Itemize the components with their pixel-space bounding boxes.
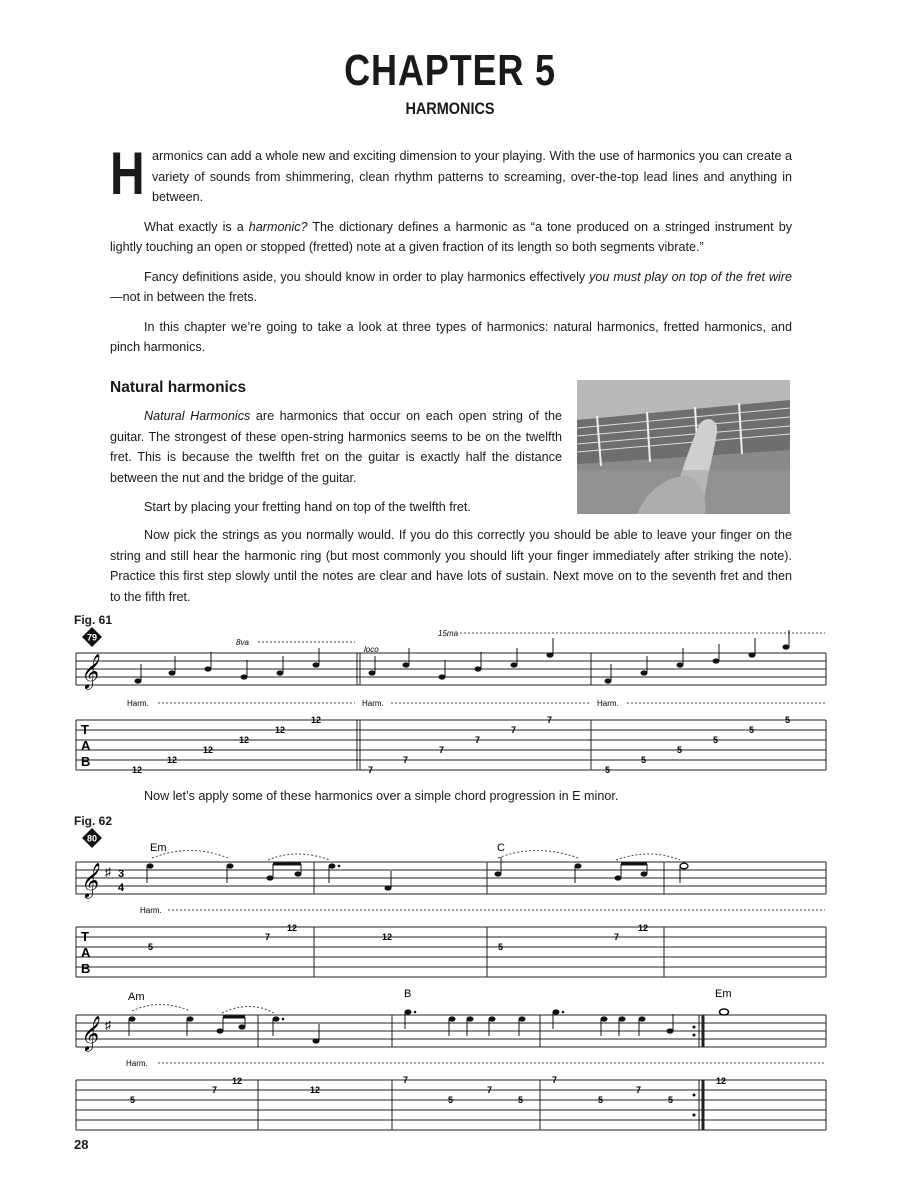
audio-track-icon xyxy=(82,828,102,848)
harm-mark: Harm. xyxy=(140,906,162,915)
tab-letter: T xyxy=(81,929,89,944)
svg-text:5: 5 xyxy=(785,715,791,725)
svg-text:12: 12 xyxy=(310,1085,321,1095)
page-number: 28 xyxy=(74,1137,89,1152)
drop-cap: H xyxy=(110,140,145,207)
svg-text:7: 7 xyxy=(439,745,445,755)
ottava-mark: 8va xyxy=(236,638,249,647)
svg-text:7: 7 xyxy=(636,1085,642,1095)
transition-sentence: Now let’s apply some of these harmonics over a simple chord progression in E minor. xyxy=(144,789,619,803)
svg-text:5: 5 xyxy=(668,1095,674,1105)
key-signature-sharp: ♯ xyxy=(105,865,111,879)
loco-mark: loco xyxy=(364,645,379,654)
time-signature: 3 xyxy=(118,868,125,880)
fig62-tab-line1 xyxy=(76,927,826,977)
harm-mark: Harm. xyxy=(362,699,384,708)
treble-clef: 𝄞 xyxy=(80,1017,98,1050)
svg-text:7: 7 xyxy=(552,1075,558,1085)
svg-text:7: 7 xyxy=(212,1085,218,1095)
tab-letter: B xyxy=(81,961,91,976)
chord-symbol: B xyxy=(404,988,412,1000)
chapter-subtitle: HARMONICS xyxy=(405,99,495,118)
svg-text:12: 12 xyxy=(382,932,393,942)
svg-text:7: 7 xyxy=(265,932,271,942)
chord-symbol: Em xyxy=(715,988,732,1000)
svg-text:5: 5 xyxy=(598,1095,604,1105)
svg-text:12: 12 xyxy=(132,765,143,775)
harm-mark: Harm. xyxy=(597,699,619,708)
svg-text:5: 5 xyxy=(641,755,647,765)
chapter-title: CHAPTER 5 xyxy=(344,46,556,95)
intro-paragraph-4: In this chapter we’re going to take a look at three types of harmonics: natural harmonics, fretted harmonics, and pinch harmonics. xyxy=(110,319,792,354)
svg-text:5: 5 xyxy=(749,725,755,735)
chord-symbol: Em xyxy=(150,842,167,854)
key-signature-sharp: ♯ xyxy=(105,1018,111,1032)
figure-label-62: Fig. 62 xyxy=(74,814,113,828)
tab-letter: B xyxy=(81,754,91,769)
figure-label-61: Fig. 61 xyxy=(74,613,113,627)
svg-text:12: 12 xyxy=(716,1076,727,1086)
svg-text:5: 5 xyxy=(605,765,611,775)
svg-text:79: 79 xyxy=(86,632,98,643)
svg-text:7: 7 xyxy=(403,1075,409,1085)
fig61-fret-numbers xyxy=(132,715,790,775)
harm-mark: Harm. xyxy=(127,699,149,708)
fig61-staff xyxy=(76,653,826,685)
chord-symbol: C xyxy=(497,842,505,854)
svg-text:12: 12 xyxy=(275,725,286,735)
fig62-staff-line1 xyxy=(76,862,826,894)
fig62-notes-line2 xyxy=(129,1009,729,1044)
svg-text:5: 5 xyxy=(448,1095,454,1105)
svg-text:12: 12 xyxy=(239,735,250,745)
svg-text:12: 12 xyxy=(311,715,322,725)
svg-text:12: 12 xyxy=(287,923,298,933)
svg-text:5: 5 xyxy=(518,1095,524,1105)
section-heading-natural-harmonics: Natural harmonics xyxy=(110,379,247,396)
natural-paragraph-1: Natural Harmonics are harmonics that occur on each open string of the guitar. The strongest of these open-string harmonics seems to be on the twelfth fret. This is because the twelfth fret on the guitar is exactly half the distance between the nut and the bridge of the guitar. xyxy=(110,409,562,485)
intro-paragraph-3: Fancy definitions aside, you should know in order to play harmonics effectively you must play on top of the fret wire—not in between the frets. xyxy=(110,269,792,304)
svg-text:7: 7 xyxy=(547,715,553,725)
svg-text:12: 12 xyxy=(167,755,178,765)
quindicesima-mark: 15ma xyxy=(438,629,459,638)
natural-paragraph-2: Start by placing your fretting hand on top of the twelfth fret. xyxy=(144,500,471,514)
svg-text:5: 5 xyxy=(677,745,683,755)
treble-clef: 𝄞 xyxy=(80,655,98,688)
svg-text:4: 4 xyxy=(118,882,125,894)
svg-text:5: 5 xyxy=(498,942,504,952)
fig61-octave-lines xyxy=(258,633,825,642)
svg-text:7: 7 xyxy=(614,932,620,942)
tab-letter: T xyxy=(81,722,89,737)
fig61-notes xyxy=(135,630,790,684)
svg-text:7: 7 xyxy=(511,725,517,735)
chord-symbol: Am xyxy=(128,991,145,1003)
svg-text:80: 80 xyxy=(86,833,98,844)
svg-text:7: 7 xyxy=(368,765,374,775)
fig62-tab-line2 xyxy=(76,1080,826,1130)
harm-mark: Harm. xyxy=(126,1059,148,1068)
svg-text:7: 7 xyxy=(475,735,481,745)
tab-letter: A xyxy=(81,738,91,753)
svg-text:12: 12 xyxy=(203,745,214,755)
fig61-tab xyxy=(76,720,826,770)
natural-paragraph-3: Now pick the strings as you normally would. If you do this correctly you should be able to leave your finger on the string and still hear the harmonic ring (but most commonly you should lift your finger immediately after striking the note). Practice this first step slowly until the notes are clear and have lots of sustain. Next move on to the seventh fret and then to the fifth fret. xyxy=(110,528,792,604)
svg-text:7: 7 xyxy=(403,755,409,765)
intro-paragraph-2: What exactly is a harmonic? The dictionary defines a harmonic as “a tone produced on a stringed instrument by lightly touching an open or stopped (fretted) note at a given fraction of its length so both segments vibrate.” xyxy=(110,219,792,254)
tab-letter: A xyxy=(81,945,91,960)
svg-text:7: 7 xyxy=(487,1085,493,1095)
treble-clef: 𝄞 xyxy=(80,864,98,897)
svg-text:5: 5 xyxy=(130,1095,136,1105)
svg-text:5: 5 xyxy=(148,942,154,952)
svg-text:12: 12 xyxy=(638,923,649,933)
intro-paragraph-1: Harmonics can add a whole new and exciting dimension to your playing. With the use of harmonics you can create a variety of sounds from shimmering, clean rhythm patterns to screaming, over-the-top lead lines and anything in between. xyxy=(110,140,792,207)
svg-text:12: 12 xyxy=(232,1076,243,1086)
svg-text:5: 5 xyxy=(713,735,719,745)
